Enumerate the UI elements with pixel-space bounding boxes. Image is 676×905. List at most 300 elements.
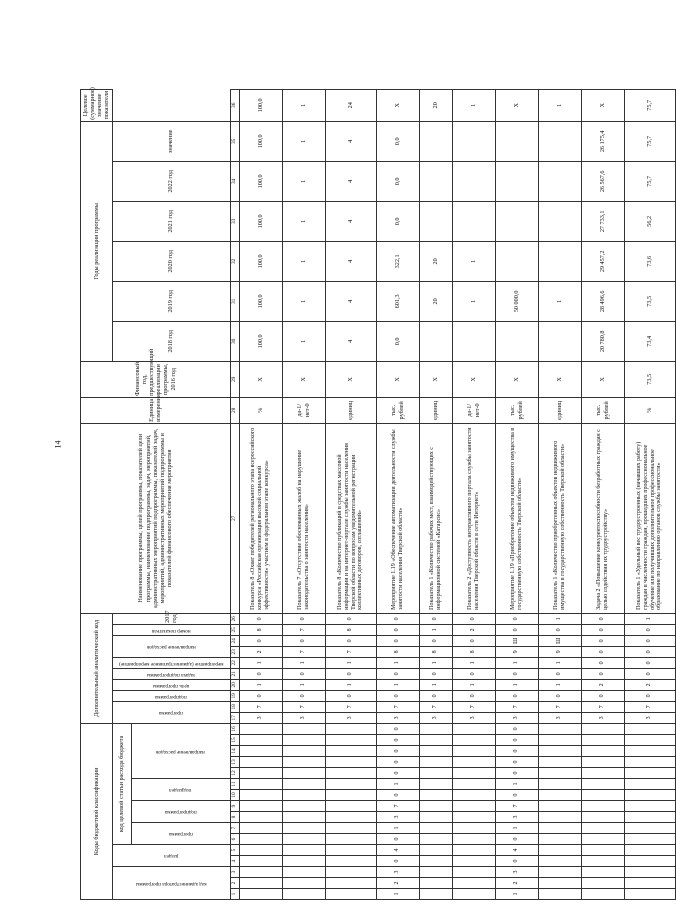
- code-cell: 2: [624, 679, 675, 690]
- column-index-row: [230, 89, 239, 899]
- column-index-cell: 29: [230, 361, 239, 397]
- code-cell: [282, 812, 325, 823]
- year-value-cell: [538, 241, 581, 281]
- code-cell: 7: [495, 801, 538, 812]
- code-cell: [581, 779, 624, 790]
- code-cell: 0: [495, 757, 538, 768]
- year-value-cell: 0,0: [376, 201, 419, 241]
- year-value-cell: 4: [325, 161, 376, 201]
- code-cell: [282, 823, 325, 834]
- code-cell: [239, 768, 282, 779]
- year-value-cell: [495, 161, 538, 201]
- code-cell: [282, 856, 325, 867]
- code-cell: [282, 757, 325, 768]
- row-name: Показатель 1 «Количество рабочих мест, взаимодействующих с информационной системой «Катарсис»: [419, 423, 452, 613]
- table-row: [239, 89, 282, 899]
- code-cell: 3: [419, 712, 452, 723]
- event-header: мероприятие (административное мероприятие): [118, 660, 224, 667]
- row-name: Показатель 1 «Количество приобретенных объектов недвижимого имущества в государственную собственность Тверской области»: [538, 423, 581, 613]
- code-cell: 1: [495, 889, 538, 900]
- row-name: Показатель 7 «Отсутствие обоснованных жалоб на нарушение законодательства о занятости населения»: [282, 423, 325, 613]
- table-row: [376, 89, 419, 899]
- code-cell: [239, 867, 282, 878]
- code-cell: [419, 834, 452, 845]
- code-cell: 0: [581, 668, 624, 679]
- code-cell: 0: [325, 635, 376, 646]
- column-index-cell: 30: [230, 321, 239, 361]
- base-year-cell: Х: [376, 361, 419, 397]
- code-cell: 0: [495, 668, 538, 679]
- year-value-cell: [538, 121, 581, 161]
- code-cell: [239, 812, 282, 823]
- code-cell: 0: [376, 624, 419, 635]
- row-name: Показатель 2 «Доступность интерактивного портала службы занятости населения Тверской области в сети Интернет»: [452, 423, 495, 613]
- code-cell: [419, 735, 452, 746]
- code-cell: 0: [495, 735, 538, 746]
- code-cell: [419, 746, 452, 757]
- code-cell: [419, 856, 452, 867]
- code-cell: 1: [325, 679, 376, 690]
- target-value-cell: 1: [452, 89, 495, 121]
- target-value-cell: Х: [495, 89, 538, 121]
- code-cell: [624, 856, 675, 867]
- year-value-cell: 0,0: [376, 161, 419, 201]
- code-cell: 0: [239, 668, 282, 679]
- code-cell: [419, 812, 452, 823]
- code-cell: [581, 867, 624, 878]
- code-cell: [624, 889, 675, 900]
- year-value-cell: [452, 121, 495, 161]
- code-cell: [282, 834, 325, 845]
- code-cell: 1: [495, 823, 538, 834]
- code-cell: [624, 867, 675, 878]
- code-cell: 0: [495, 790, 538, 801]
- code-cell: [282, 779, 325, 790]
- year-value-cell: 75,7: [624, 161, 675, 201]
- code-cell: 0: [419, 668, 452, 679]
- code-cell: 1: [325, 657, 376, 668]
- direction-code-header: направление расходов: [156, 748, 205, 755]
- additional-code-header: Дополнительный аналитический код: [81, 613, 113, 723]
- column-index-cell: 5: [230, 845, 239, 856]
- code-cell: 7: [538, 701, 581, 712]
- code-cell: 0: [282, 668, 325, 679]
- code-cell: 1: [419, 624, 452, 635]
- code-cell: [538, 889, 581, 900]
- column-index-cell: 14: [230, 746, 239, 757]
- table-row: [538, 89, 581, 899]
- year-value-cell: 50 000,0: [495, 281, 538, 321]
- row-name: Показатель 1 «Удельный вес трудоустроенных (начавших работу) граждан в численности граждан, прошедших профессиональное обучение или получивших дополнительное профессиональное образование по направлению органов службы занятости»: [624, 423, 675, 613]
- column-index-cell: 34: [230, 161, 239, 201]
- code-cell: 1: [495, 679, 538, 690]
- name-column-header: Наименование программы, целей программы, показателей цели программы, наименование подпрограммы, задач, мероприятий, административных мероприятий подпрограммы, показателей задач, мероприятий, административных мероприятий подпрограммы и показателей финансового обеспечения мероприятия: [81, 423, 231, 613]
- code-cell: [419, 768, 452, 779]
- column-index-cell: 31: [230, 281, 239, 321]
- code-cell: [538, 867, 581, 878]
- code-cell: [452, 889, 495, 900]
- column-index-cell: 18: [230, 701, 239, 712]
- code-cell: [452, 867, 495, 878]
- code-cell: [419, 889, 452, 900]
- year-value-cell: 20: [419, 281, 452, 321]
- target-value-cell: Х: [581, 89, 624, 121]
- code-cell: [581, 845, 624, 856]
- code-cell: [624, 757, 675, 768]
- code-cell: 1: [419, 657, 452, 668]
- column-index-cell: 19: [230, 690, 239, 701]
- code-cell: 0: [495, 690, 538, 701]
- code-cell: [325, 823, 376, 834]
- code-cell: 7: [239, 701, 282, 712]
- code-cell: [282, 878, 325, 889]
- code-cell: [325, 867, 376, 878]
- code-cell: [452, 845, 495, 856]
- code-cell: 1: [376, 657, 419, 668]
- code-cell: 1: [538, 679, 581, 690]
- code-cell: [452, 723, 495, 734]
- code-cell: 0: [239, 635, 282, 646]
- code-cell: [624, 768, 675, 779]
- code-cell: 0: [282, 635, 325, 646]
- year-value-cell: [419, 201, 452, 241]
- year-value-cell: 4: [325, 241, 376, 281]
- code-cell: 0: [581, 690, 624, 701]
- code-cell: [538, 768, 581, 779]
- goal-header: цель программы: [152, 682, 190, 689]
- column-index-cell: 15: [230, 735, 239, 746]
- unit-cell: %: [624, 397, 675, 423]
- code-cell: 1: [495, 657, 538, 668]
- code-cell: [419, 801, 452, 812]
- code-cell: 0: [581, 624, 624, 635]
- year-value-cell: [452, 321, 495, 361]
- unit-cell: да-1/ нет-0: [452, 397, 495, 423]
- task-header: задача подпрограммы: [146, 671, 196, 678]
- code-cell: 1: [239, 679, 282, 690]
- code-cell: 0: [581, 613, 624, 624]
- code-cell: [419, 823, 452, 834]
- target-value-cell: 75,7: [624, 89, 675, 121]
- code-cell: 0: [538, 690, 581, 701]
- years-header: Годы реализации программы: [81, 121, 113, 361]
- code-cell: 7: [282, 646, 325, 657]
- column-index-cell: 25: [230, 624, 239, 635]
- code-cell: 7: [325, 701, 376, 712]
- code-cell: 2: [452, 624, 495, 635]
- unit-cell: тыс. рублей: [376, 397, 419, 423]
- column-index-cell: 26: [230, 613, 239, 624]
- target-header: Целевое (суммарное) значение показателя: [82, 87, 111, 120]
- code-cell: [419, 878, 452, 889]
- year-value-cell: [495, 201, 538, 241]
- year-value-cell: 1: [538, 281, 581, 321]
- code-cell: [325, 834, 376, 845]
- code-cell: 0: [495, 834, 538, 845]
- code-cell: 7: [419, 701, 452, 712]
- code-cell: 0: [376, 735, 419, 746]
- code-cell: [452, 834, 495, 845]
- year-2019-header: 2019 год: [112, 281, 230, 321]
- code-cell: 9: [538, 646, 581, 657]
- column-index-cell: 3: [230, 867, 239, 878]
- code-cell: [239, 878, 282, 889]
- code-cell: [452, 812, 495, 823]
- table-row: [282, 89, 325, 899]
- code-cell: [325, 746, 376, 757]
- code-cell: [538, 823, 581, 834]
- code-cell: 0: [239, 613, 282, 624]
- subsection-header: подраздел: [169, 787, 192, 794]
- code-cell: [419, 867, 452, 878]
- base-year-cell: Х: [282, 361, 325, 397]
- code-cell: 0: [376, 834, 419, 845]
- table-row: [325, 89, 376, 899]
- code-cell: [624, 746, 675, 757]
- code-cell: [239, 790, 282, 801]
- column-index-cell: 22: [230, 657, 239, 668]
- code-cell: 1: [452, 657, 495, 668]
- code-cell: 0: [495, 624, 538, 635]
- code-cell: [419, 723, 452, 734]
- code-cell: 0: [538, 624, 581, 635]
- code-cell: 7: [452, 701, 495, 712]
- code-cell: [538, 779, 581, 790]
- unit-header: Единица измерения: [81, 397, 231, 423]
- code-cell: 0: [495, 746, 538, 757]
- year-value-cell: 29 457,2: [581, 241, 624, 281]
- code-cell: 1: [495, 779, 538, 790]
- code-cell: 0: [376, 856, 419, 867]
- direction-header: направление расходов: [146, 644, 196, 651]
- column-index-cell: 6: [230, 834, 239, 845]
- code-cell: [538, 746, 581, 757]
- code-cell: [282, 735, 325, 746]
- subprogram-code-header: подпрограмма: [155, 693, 187, 700]
- page-number: 14: [53, 440, 63, 449]
- code-cell: 0: [419, 635, 452, 646]
- code-cell: [581, 723, 624, 734]
- base-year-cell: Х: [325, 361, 376, 397]
- code-cell: [452, 779, 495, 790]
- code-cell: [581, 856, 624, 867]
- code-cell: Ш: [538, 635, 581, 646]
- column-index-cell: 32: [230, 241, 239, 281]
- year-value-cell: [538, 321, 581, 361]
- column-index-cell: 7: [230, 823, 239, 834]
- code-cell: [538, 790, 581, 801]
- year-2021-header: 2021 год: [112, 201, 230, 241]
- code-cell: 0: [581, 657, 624, 668]
- code-cell: 8: [325, 624, 376, 635]
- code-cell: [624, 790, 675, 801]
- code-cell: 8: [452, 646, 495, 657]
- code-cell: 0: [282, 613, 325, 624]
- code-cell: [538, 845, 581, 856]
- year-value-cell: 73,5: [624, 281, 675, 321]
- code-cell: 0: [495, 856, 538, 867]
- code-cell: 1: [452, 679, 495, 690]
- column-index-cell: 23: [230, 646, 239, 657]
- base-year-header: Финансовый год, предшествующий реализации программы, 2016 год: [81, 361, 231, 397]
- code-cell: [325, 779, 376, 790]
- code-cell: 0: [376, 746, 419, 757]
- code-cell: 8: [239, 624, 282, 635]
- code-cell: 3: [239, 712, 282, 723]
- code-cell: 0: [624, 690, 675, 701]
- code-cell: [624, 779, 675, 790]
- code-cell: 1: [376, 679, 419, 690]
- column-index-cell: 36: [230, 89, 239, 121]
- year-value-cell: 20: [419, 241, 452, 281]
- code-cell: [624, 812, 675, 823]
- code-cell: 0: [581, 646, 624, 657]
- code-cell: [452, 746, 495, 757]
- year-value-cell: 100,0: [239, 241, 282, 281]
- code-cell: 0: [495, 768, 538, 779]
- code-cell: 0: [581, 635, 624, 646]
- code-cell: 0: [624, 657, 675, 668]
- year-value-cell: 0,0: [376, 121, 419, 161]
- unit-cell: единиц: [538, 397, 581, 423]
- code-cell: 0: [419, 690, 452, 701]
- base-year-cell: Х: [419, 361, 452, 397]
- code-cell: [581, 823, 624, 834]
- code-cell: 3: [325, 712, 376, 723]
- year-value-cell: [452, 201, 495, 241]
- code-cell: 2: [581, 679, 624, 690]
- column-index-cell: 20: [230, 679, 239, 690]
- code-cell: 7: [495, 701, 538, 712]
- code-cell: 0: [376, 790, 419, 801]
- column-index-cell: 21: [230, 668, 239, 679]
- code-cell: 7: [282, 624, 325, 635]
- base-year-cell: Х: [538, 361, 581, 397]
- code-cell: [239, 746, 282, 757]
- code-cell: [239, 856, 282, 867]
- code-cell: 0: [419, 613, 452, 624]
- code-cell: [325, 735, 376, 746]
- code-cell: [325, 878, 376, 889]
- row-name: Показатель 8 «Охват победителей регионального этапа всероссийского конкурса «Российская организация высокой социальной эффективности» участием в федеральном этапе конкурса»: [239, 423, 282, 613]
- subprogram-header: подпрограмма: [164, 809, 197, 816]
- year-value-cell: [495, 321, 538, 361]
- code-cell: 0: [376, 635, 419, 646]
- code-cell: [581, 768, 624, 779]
- year-2022-header: 2022 год: [112, 161, 230, 201]
- year-value-cell: 100,0: [239, 121, 282, 161]
- code-cell: [282, 845, 325, 856]
- code-cell: 7: [624, 701, 675, 712]
- code-cell: 7: [376, 701, 419, 712]
- code-cell: 3: [495, 712, 538, 723]
- admin-code-header: код администратора программы: [135, 880, 207, 887]
- program-table-rotated: [80, 87, 663, 900]
- code-cell: 4: [495, 845, 538, 856]
- year-value-cell: 601,3: [376, 281, 419, 321]
- code-cell: [239, 845, 282, 856]
- code-cell: 0: [376, 757, 419, 768]
- year-value-cell: 56,2: [624, 201, 675, 241]
- target-value-cell: 1: [282, 89, 325, 121]
- code-cell: [624, 801, 675, 812]
- code-cell: [282, 790, 325, 801]
- code-cell: 0: [538, 668, 581, 679]
- year-value-cell: 28 496,6: [581, 281, 624, 321]
- code-cell: [581, 735, 624, 746]
- code-cell: [325, 723, 376, 734]
- column-index-cell: 1: [230, 889, 239, 900]
- code-cell: [452, 735, 495, 746]
- code-cell: [325, 757, 376, 768]
- target-value-cell: 100,0: [239, 89, 282, 121]
- code-cell: 3: [282, 712, 325, 723]
- year-2020-header: 2020 год: [112, 241, 230, 281]
- code-cell: 0: [325, 668, 376, 679]
- row-name: Мероприятие 1.19 «Приобретение объектов недвижимого имущества в государственную собственность Тверской области»: [495, 423, 538, 613]
- code-cell: [282, 768, 325, 779]
- year-value-cell: 1: [282, 161, 325, 201]
- code-cell: [452, 757, 495, 768]
- code-cell: 3: [452, 712, 495, 723]
- program-table: [80, 89, 676, 900]
- year-value-cell: 4: [325, 281, 376, 321]
- unit-cell: тыс. рублей: [581, 397, 624, 423]
- code-cell: 2: [495, 878, 538, 889]
- unit-cell: %: [239, 397, 282, 423]
- code-cell: 3: [495, 812, 538, 823]
- code-cell: 0: [624, 624, 675, 635]
- code-cell: 1: [538, 613, 581, 624]
- code-cell: 0: [495, 613, 538, 624]
- code-cell: [419, 790, 452, 801]
- code-cell: [581, 812, 624, 823]
- base-year-cell: Х: [495, 361, 538, 397]
- year-value-cell: [495, 241, 538, 281]
- program-header: программа: [168, 831, 193, 838]
- column-index-cell: 2: [230, 878, 239, 889]
- code-cell: [538, 878, 581, 889]
- unit-cell: единиц: [325, 397, 376, 423]
- column-index-cell: 4: [230, 856, 239, 867]
- year-value-cell: [419, 321, 452, 361]
- code-cell: [239, 889, 282, 900]
- column-index-cell: 33: [230, 201, 239, 241]
- target-article-header: код целевой статьи расхода бюджета: [112, 723, 131, 844]
- code-cell: 0: [624, 635, 675, 646]
- code-cell: 1: [239, 657, 282, 668]
- year-value-cell: [419, 161, 452, 201]
- year-value-cell: 1: [282, 321, 325, 361]
- unit-cell: тыс. рублей: [495, 397, 538, 423]
- target-value-cell: 20: [419, 89, 452, 121]
- code-cell: 3: [581, 712, 624, 723]
- code-cell: [239, 823, 282, 834]
- year-value-cell: 1: [282, 281, 325, 321]
- code-cell: [452, 823, 495, 834]
- code-cell: 3: [376, 712, 419, 723]
- code-cell: 1: [624, 613, 675, 624]
- code-cell: [581, 746, 624, 757]
- code-cell: 0: [376, 613, 419, 624]
- code-cell: 1: [282, 679, 325, 690]
- code-cell: [581, 889, 624, 900]
- code-cell: [581, 878, 624, 889]
- column-index-cell: 28: [230, 397, 239, 423]
- code-cell: [239, 735, 282, 746]
- column-index-cell: 24: [230, 635, 239, 646]
- code-cell: 0: [239, 690, 282, 701]
